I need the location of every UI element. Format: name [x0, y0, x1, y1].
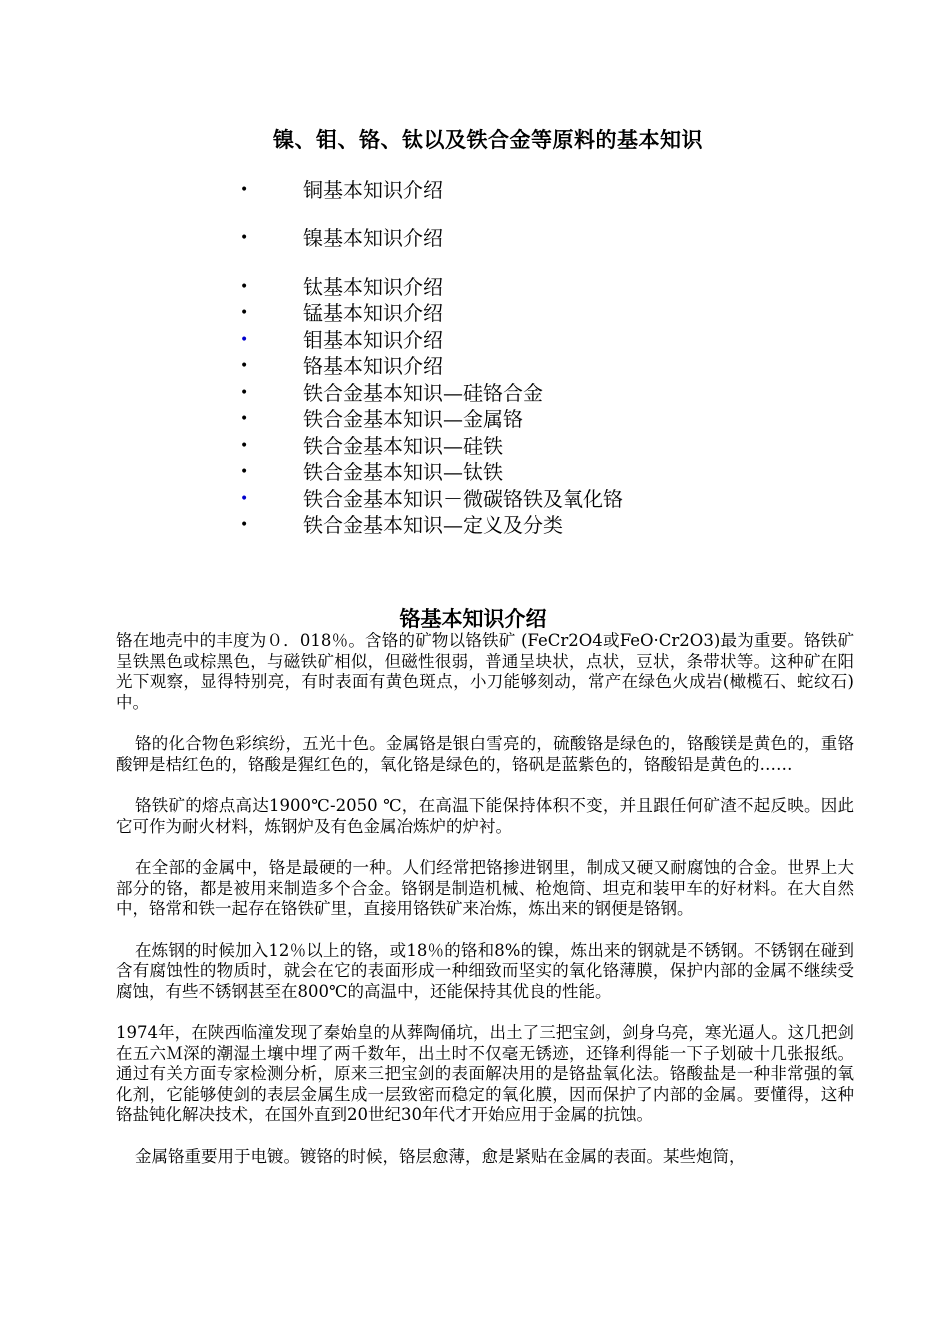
- nav-link-definition-classification[interactable]: 铁合金基本知识—定义及分类: [303, 513, 563, 537]
- nav-link-silicochrome[interactable]: 铁合金基本知识—硅铬合金: [303, 381, 543, 405]
- bullet-icon: •: [240, 305, 249, 321]
- list-item: [240, 486, 623, 512]
- paragraph: 金属铬重要用于电镀。镀铬的时候，铬层愈薄，愈是紧贴在金属的表面。某些炮筒，: [135, 1146, 746, 1166]
- list-item: [240, 406, 523, 432]
- paragraph: 在炼钢的时候加入12％以上的铬，或18％的铬和8%的镍，炼出来的钢就是不锈钢。不锈钢在碰到含有腐蚀性的物质时，就会在它的表面形成一种细致而坚实的氧化铬薄膜，保护内部的金属不继续受腐蚀，有些不锈钢甚至在800℃的高温中，还能保持其优良的性能。: [116, 940, 854, 1001]
- article-body: [116, 631, 854, 1167]
- nav-link-ferrotitanium[interactable]: 铁合金基本知识—钛铁: [303, 460, 503, 484]
- paragraph: 1974年，在陕西临潼发现了秦始皇的从葬陶俑坑，出土了三把宝剑，剑身乌亮，寒光逼人。这几把剑在五六Ｍ深的潮湿土壤中埋了两千数年，出土时不仅毫无锈迹，还锋利得能一下子划破十几张报纸。通过有关方面专家检测分析，原来三把宝剑的表面解决用的是铬盐氧化法。铬酸盐是一种非常强的氧化剂，它能够使剑的表层金属生成一层致密而稳定的氧化膜，因而保护了内部的金属。要懂得，这种铬盐钝化解决技术，在国外直到20世纪30年代才开始应用于金属的抗蚀。: [116, 1023, 854, 1124]
- list-item: [240, 459, 503, 485]
- section-title: 铬基本知识介绍: [399, 606, 547, 631]
- list-item: [240, 327, 443, 353]
- nav-link-microcarbon-ferrochrome[interactable]: 铁合金基本知识－微碳铬铁及氧化铬: [303, 487, 623, 511]
- nav-link-titanium[interactable]: 钛基本知识介绍: [303, 275, 443, 299]
- nav-link-ferrosilicon[interactable]: 铁合金基本知识—硅铁: [303, 434, 503, 458]
- bullet-icon: •: [240, 358, 249, 374]
- paragraph: 铬铁矿的熔点高达1900℃-2050 ℃，在高温下能保持体积不变，并且跟任何矿渣不起反映。因此它可作为耐火材料，炼钢炉及有色金属冶炼炉的炉衬。: [116, 796, 854, 836]
- bullet-icon: •: [240, 230, 249, 246]
- bullet-icon: •: [240, 182, 249, 198]
- bullet-icon: •: [240, 517, 249, 533]
- bullet-icon: •: [240, 491, 249, 507]
- nav-link-nickel[interactable]: 镍基本知识介绍: [303, 226, 443, 250]
- list-item: [240, 380, 543, 406]
- nav-link-metal-chromium[interactable]: 铁合金基本知识—金属铬: [303, 407, 523, 431]
- nav-link-manganese[interactable]: 锰基本知识介绍: [303, 301, 443, 325]
- bullet-icon: •: [240, 385, 249, 401]
- nav-link-chromium[interactable]: 铬基本知识介绍: [303, 354, 443, 378]
- bullet-icon: •: [240, 279, 249, 295]
- nav-link-copper[interactable]: 铜基本知识介绍: [303, 178, 443, 202]
- bullet-icon: •: [240, 438, 249, 454]
- related-articles-list: [0, 0, 950, 560]
- bullet-icon: •: [240, 411, 249, 427]
- paragraph: 铬在地壳中的丰度为０．018％。含铬的矿物以铬铁矿 (FeCr2O4或FeO·Cr2O3)最为重要。铬铁矿呈铁黑色或棕黑色，与磁铁矿相似，但磁性很弱，普通呈块状，点状，豆状，条带状等。这种矿在阳光下观察，显得特别亮，有时表面有黄色斑点，小刀能够刻动，常产在绿色火成岩(橄榄石、蛇纹石)中。: [116, 631, 854, 712]
- list-item: [240, 300, 443, 326]
- list-item: [240, 225, 443, 251]
- paragraph: 铬的化合物色彩缤纷，五光十色。金属铬是银白雪亮的，硫酸铬是绿色的，铬酸镁是黄色的，重铬酸钾是桔红色的，铬酸是猩红色的，氧化铬是绿色的，铬矾是蓝紫色的，铬酸铅是黄色的……: [116, 734, 854, 774]
- nav-link-molybdenum[interactable]: 钼基本知识介绍: [303, 328, 443, 352]
- list-item: [240, 274, 443, 300]
- list-item: [240, 512, 563, 538]
- bullet-icon: •: [240, 464, 249, 480]
- list-item: [240, 433, 503, 459]
- list-item: [240, 177, 443, 203]
- paragraph: 在全部的金属中，铬是最硬的一种。人们经常把铬掺进钢里，制成又硬又耐腐蚀的合金。世界上大部分的铬，都是被用来制造多个合金。铬钢是制造机械、枪炮筒、坦克和装甲车的好材料。在大自然中，铬常和铁一起存在铬铁矿里，直接用铬铁矿来冶炼，炼出来的钢便是铬钢。: [116, 858, 854, 918]
- bullet-icon: •: [240, 332, 249, 348]
- page-title: 镍、钼、铬、钛以及铁合金等原料的基本知识: [273, 127, 703, 152]
- list-item: [240, 353, 443, 379]
